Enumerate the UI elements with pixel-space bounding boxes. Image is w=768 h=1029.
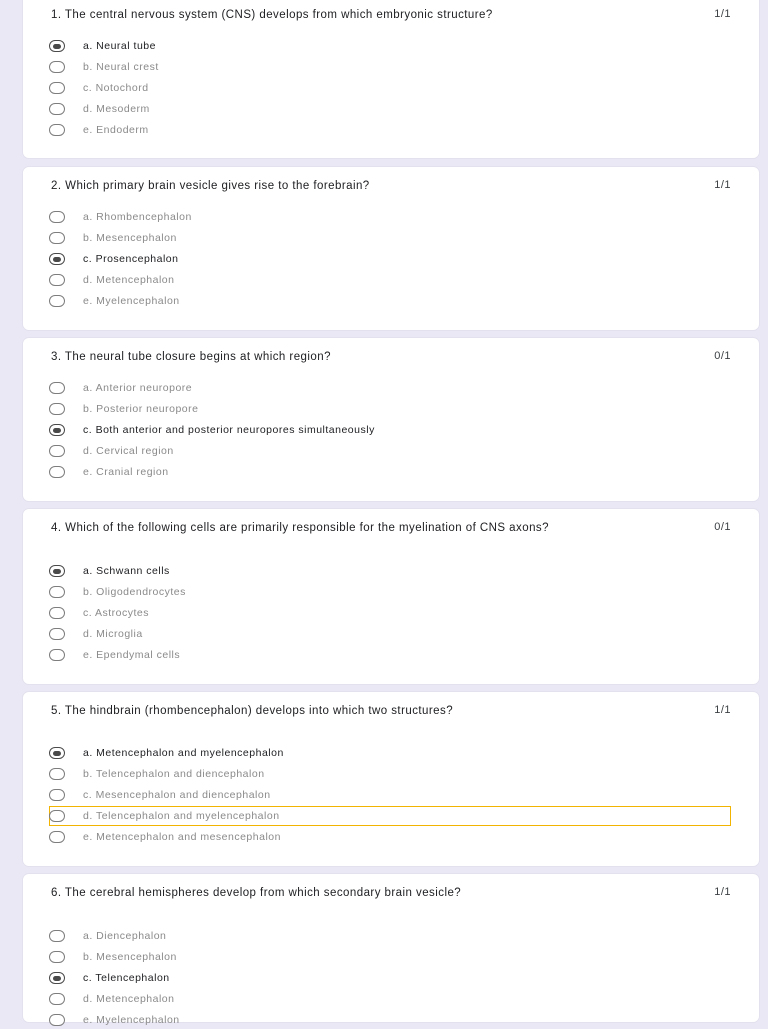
option-label: b. Oligodendrocytes — [83, 586, 186, 598]
option-2d[interactable] — [49, 271, 174, 289]
radio-icon[interactable] — [49, 211, 65, 223]
question-card-5 — [23, 692, 759, 866]
radio-selected-icon[interactable] — [49, 40, 65, 52]
option-6c[interactable] — [49, 969, 170, 987]
radio-selected-icon[interactable] — [49, 972, 65, 984]
option-1b[interactable] — [49, 58, 159, 76]
option-4d[interactable] — [49, 625, 143, 643]
option-label: d. Metencephalon — [83, 274, 175, 286]
option-6a[interactable] — [49, 927, 166, 945]
option-5b[interactable] — [49, 765, 265, 783]
question-score: 0/1 — [714, 350, 731, 362]
option-3c[interactable] — [49, 421, 375, 439]
option-5e[interactable] — [49, 828, 281, 846]
option-label: e. Endoderm — [83, 124, 149, 136]
question-score: 1/1 — [714, 8, 731, 20]
radio-icon[interactable] — [49, 993, 65, 1005]
option-label: e. Myelencephalon — [83, 1014, 180, 1026]
option-label: c. Mesencephalon and diencephalon — [83, 789, 271, 801]
radio-icon[interactable] — [49, 951, 65, 963]
option-label: e. Metencephalon and mesencephalon — [83, 831, 281, 843]
radio-selected-icon[interactable] — [49, 747, 65, 759]
question-text: 6. The cerebral hemispheres develop from which secondary brain vesicle? — [51, 887, 462, 899]
option-5d[interactable] — [49, 807, 280, 825]
question-card-2 — [23, 167, 759, 330]
option-1c[interactable] — [49, 79, 149, 97]
option-4a[interactable] — [49, 562, 170, 580]
radio-selected-icon[interactable] — [49, 424, 65, 436]
radio-icon[interactable] — [49, 274, 65, 286]
option-4c[interactable] — [49, 604, 149, 622]
option-2b[interactable] — [49, 229, 177, 247]
radio-icon[interactable] — [49, 586, 65, 598]
radio-icon[interactable] — [49, 930, 65, 942]
radio-selected-icon[interactable] — [49, 253, 65, 265]
question-score: 1/1 — [714, 886, 731, 898]
option-5a[interactable] — [49, 744, 284, 762]
radio-icon[interactable] — [49, 61, 65, 73]
option-label: a. Metencephalon and myelencephalon — [83, 747, 284, 759]
option-label: b. Telencephalon and diencephalon — [83, 768, 265, 780]
option-label: d. Cervical region — [83, 445, 174, 457]
radio-icon[interactable] — [49, 649, 65, 661]
option-label: a. Neural tube — [83, 40, 156, 52]
question-card-6 — [23, 874, 759, 1026]
option-label: a. Diencephalon — [83, 930, 167, 942]
question-text: 1. The central nervous system (CNS) develops from which embryonic structure? — [51, 9, 493, 21]
radio-icon[interactable] — [49, 445, 65, 457]
option-label: d. Microglia — [83, 628, 143, 640]
option-label: d. Mesoderm — [83, 103, 150, 115]
option-label: b. Neural crest — [83, 61, 159, 73]
option-1d[interactable] — [49, 100, 150, 118]
question-score: 0/1 — [714, 521, 731, 533]
option-4e[interactable] — [49, 646, 180, 664]
radio-icon[interactable] — [49, 232, 65, 244]
option-1e[interactable] — [49, 121, 149, 139]
option-label: c. Both anterior and posterior neuropores simultaneously — [83, 424, 375, 436]
radio-icon[interactable] — [49, 628, 65, 640]
radio-icon[interactable] — [49, 810, 65, 822]
option-label: c. Astrocytes — [83, 607, 150, 619]
option-label: b. Mesencephalon — [83, 951, 177, 963]
option-label: d. Telencephalon and myelencephalon — [83, 810, 280, 822]
radio-selected-icon[interactable] — [49, 565, 65, 577]
radio-icon[interactable] — [49, 103, 65, 115]
question-text: 3. The neural tube closure begins at which region? — [51, 351, 331, 363]
option-label: c. Notochord — [83, 82, 149, 94]
option-5c[interactable] — [49, 786, 271, 804]
question-text: 2. Which primary brain vesicle gives rise to the forebrain? — [51, 180, 370, 192]
radio-icon[interactable] — [49, 82, 65, 94]
option-6b[interactable] — [49, 948, 177, 966]
radio-icon[interactable] — [49, 403, 65, 415]
radio-icon[interactable] — [49, 295, 65, 307]
radio-icon[interactable] — [49, 768, 65, 780]
question-score: 1/1 — [714, 179, 731, 191]
radio-icon[interactable] — [49, 607, 65, 619]
option-label: c. Prosencephalon — [83, 253, 179, 265]
option-label: e. Cranial region — [83, 466, 169, 478]
option-2e[interactable] — [49, 292, 180, 310]
question-card-3 — [23, 338, 759, 501]
option-6e[interactable] — [49, 1011, 180, 1029]
radio-icon[interactable] — [49, 124, 65, 136]
question-text: 5. The hindbrain (rhombencephalon) develops into which two structures? — [51, 705, 454, 717]
option-label: a. Schwann cells — [83, 565, 170, 577]
option-label: c. Telencephalon — [83, 972, 170, 984]
option-3e[interactable] — [49, 463, 169, 481]
option-label: a. Rhombencephalon — [83, 211, 192, 223]
radio-icon[interactable] — [49, 831, 65, 843]
option-label: b. Posterior neuropore — [83, 403, 199, 415]
option-3d[interactable] — [49, 442, 174, 460]
option-3a[interactable] — [49, 379, 192, 397]
question-card-1 — [23, 0, 759, 158]
question-card-4 — [23, 509, 759, 684]
question-score: 1/1 — [714, 704, 731, 716]
option-1a[interactable] — [49, 37, 156, 55]
question-text: 4. Which of the following cells are primarily responsible for the myelination of CNS axons? — [51, 522, 549, 534]
radio-icon[interactable] — [49, 1014, 65, 1026]
option-3b[interactable] — [49, 400, 198, 418]
radio-icon[interactable] — [49, 382, 65, 394]
option-label: e. Myelencephalon — [83, 295, 180, 307]
option-label: a. Anterior neuropore — [83, 382, 193, 394]
radio-icon[interactable] — [49, 466, 65, 478]
option-2c[interactable] — [49, 250, 178, 268]
option-label: b. Mesencephalon — [83, 232, 177, 244]
option-4b[interactable] — [49, 583, 186, 601]
radio-icon[interactable] — [49, 789, 65, 801]
option-label: e. Ependymal cells — [83, 649, 181, 661]
option-6d[interactable] — [49, 990, 174, 1008]
option-label: d. Metencephalon — [83, 993, 175, 1005]
option-2a[interactable] — [49, 208, 192, 226]
